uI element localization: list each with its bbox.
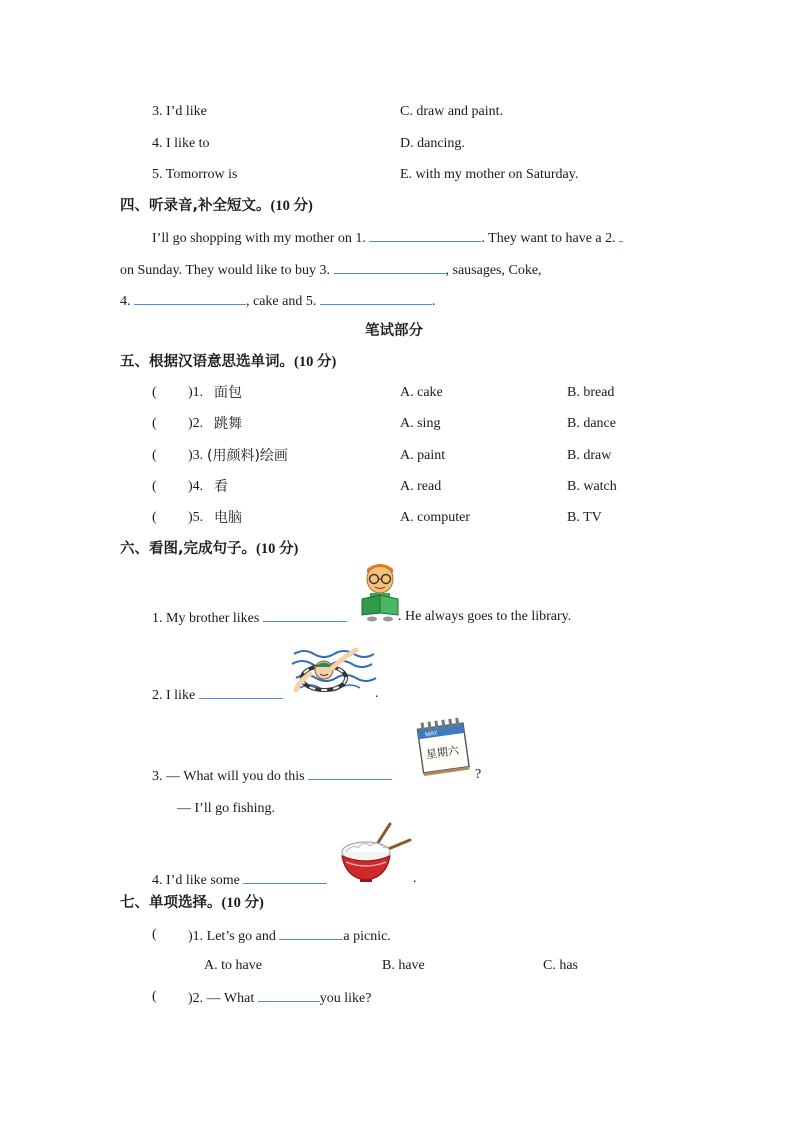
option-a: A. computer — [400, 510, 470, 525]
s6-q3 — [152, 766, 392, 786]
calendar-day: 星期六 — [425, 743, 460, 762]
boy-reading-book-icon — [358, 563, 402, 623]
section-4-title: 四、听录音,补全短文。 — [120, 198, 271, 214]
item-number: )4. — [188, 479, 204, 494]
section-5-title: 五、根据汉语意思选单词。 — [120, 354, 294, 370]
option-a: A. to have — [204, 958, 262, 973]
s7-q2 — [188, 988, 371, 1008]
match-left-4: 4. I like to — [152, 136, 210, 151]
option-c: C. has — [543, 958, 578, 973]
option-a: A. cake — [400, 385, 443, 400]
option-b: B. draw — [567, 448, 612, 463]
answer-blank-5[interactable] — [320, 291, 432, 305]
answer-blank-s7-1[interactable] — [279, 926, 343, 940]
chinese-word: 看 — [214, 479, 228, 495]
section-5-heading — [120, 353, 336, 371]
answer-blank-1[interactable] — [369, 228, 481, 242]
answer-paren[interactable]: ( — [152, 416, 157, 431]
option-a: A. paint — [400, 448, 446, 463]
passage-text: . — [431, 294, 436, 309]
item-number: )5. — [188, 510, 204, 525]
swimming-child-icon — [290, 634, 378, 698]
section-7-heading — [120, 894, 264, 912]
section-4-heading — [120, 197, 313, 215]
match-right-e: E. with my mother on Saturday. — [400, 167, 579, 182]
answer-blank-s7-2[interactable] — [258, 988, 320, 1002]
option-a: A. sing — [400, 416, 441, 431]
answer-paren[interactable]: ( — [152, 510, 157, 525]
answer-blank-4[interactable] — [134, 291, 246, 305]
option-b: B. bread — [567, 385, 615, 400]
option-b: B. have — [382, 958, 425, 973]
sentence-text: 2. I like — [152, 688, 196, 703]
match-left-3: 3. I’d like — [152, 104, 207, 119]
s6-q4 — [152, 870, 327, 890]
sentence-text: . — [413, 871, 417, 886]
passage-text: 4. — [120, 294, 131, 309]
sentence-text: . — [375, 686, 379, 701]
option-b: B. watch — [567, 479, 617, 494]
passage-text: , sausages, Coke, — [445, 263, 542, 278]
chinese-word: 跳舞 — [214, 416, 242, 432]
item-number: )3. — [188, 448, 204, 463]
answer-paren[interactable]: ( — [152, 927, 157, 942]
written-part-title: 笔试部分 — [365, 323, 423, 339]
s7-q1 — [188, 926, 391, 946]
answer-blank-2[interactable] — [619, 228, 623, 242]
chinese-word: 面包 — [214, 385, 242, 401]
passage-text: I’ll go shopping with my mother on 1. — [152, 231, 366, 246]
option-a: A. read — [400, 479, 442, 494]
s6-q2 — [152, 685, 283, 705]
section-6-title: 六、看图,完成句子。 — [120, 541, 257, 557]
sentence-text: 3. — What will you do this — [152, 769, 305, 784]
option-b: B. dance — [567, 416, 616, 431]
answer-blank-3[interactable] — [334, 260, 446, 274]
answer-blank-s6-1[interactable] — [263, 608, 347, 622]
item-number: )1. — [188, 385, 204, 400]
sentence-text: 4. I’d like some — [152, 873, 240, 888]
answer-paren[interactable]: ( — [152, 479, 157, 494]
section-6-points: (10 分) — [256, 541, 299, 557]
question-text: )1. Let’s go and — [188, 929, 276, 944]
match-right-d: D. dancing. — [400, 136, 465, 151]
answer-blank-s6-2[interactable] — [199, 685, 283, 699]
section-6-heading — [120, 540, 298, 558]
passage-text: . They want to have a 2. — [481, 231, 616, 246]
section-7-title: 七、单项选择。 — [120, 895, 222, 911]
option-b: B. TV — [567, 510, 602, 525]
section-7-points: (10 分) — [221, 895, 264, 911]
section-4-line-3 — [120, 291, 435, 311]
section-4-line-1 — [152, 228, 623, 248]
passage-text: , cake and 5. — [246, 294, 317, 309]
section-4-line-2 — [120, 260, 542, 280]
sentence-text: . He always goes to the library. — [398, 609, 572, 624]
answer-blank-s6-3[interactable] — [308, 766, 392, 780]
calendar-month: MAY — [424, 730, 439, 739]
chinese-word: 电脑 — [214, 510, 242, 526]
match-right-c: C. draw and paint. — [400, 104, 504, 119]
sentence-text: 1. My brother likes — [152, 611, 260, 626]
passage-text: on Sunday. They would like to buy 3. — [120, 263, 330, 278]
calendar-saturday-icon — [414, 716, 472, 776]
s6-q1 — [152, 608, 347, 628]
section-4-points: (10 分) — [270, 198, 313, 214]
answer-blank-s6-4[interactable] — [243, 870, 327, 884]
question-text: you like? — [319, 991, 372, 1006]
answer-paren[interactable]: ( — [152, 448, 157, 463]
sentence-text: — I’ll go fishing. — [177, 801, 275, 816]
answer-paren[interactable]: ( — [152, 385, 157, 400]
match-left-5: 5. Tomorrow is — [152, 167, 238, 182]
question-text: )2. — What — [188, 991, 255, 1006]
section-5-points: (10 分) — [294, 354, 337, 370]
sentence-text: ? — [475, 767, 482, 782]
answer-paren[interactable]: ( — [152, 989, 157, 1004]
rice-bowl-icon — [338, 822, 414, 884]
question-text: a picnic. — [343, 929, 391, 944]
item-number: )2. — [188, 416, 204, 431]
chinese-word: (用颜料)绘画 — [207, 448, 288, 464]
